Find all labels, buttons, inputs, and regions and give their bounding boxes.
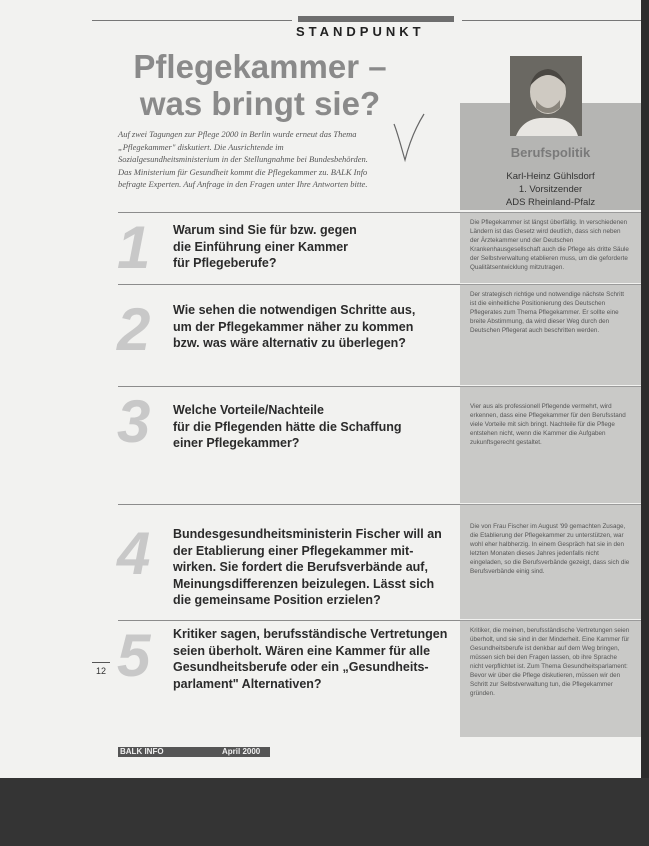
footer-publication: BALK INFO [120, 747, 164, 756]
handwritten-check-mark [392, 112, 426, 164]
header-rule-right [462, 20, 642, 21]
question-row-divider [118, 620, 460, 621]
title-line-2: was bringt sie? [139, 85, 381, 122]
author-role: 1. Vorsitzender [518, 184, 583, 195]
sidebar-author [460, 170, 641, 209]
answer-text: Der strategisch richtige und notwendige nächste Schritt ist die einheitliche Positionierung des Deutschen Pflegerates zum Thema Pflegekammer. Er sollte eine breite Abstimmung, da wird dieser Weg durch den Deutschen Pflegerat auch beschritten werden. [470, 291, 625, 334]
header-rule-left [92, 20, 292, 21]
question-row-divider [118, 504, 460, 505]
question-row-divider [118, 386, 460, 387]
intro-text: Auf zwei Tagungen zur Pflege 2000 in Berlin wurde erneut das Thema „Pflegekammer" diskutiert. Die Ausrichtende im Sozialgesundheitsministerium in der Stellungnahme bei Bundesbehörden. Das Ministerium für Gesundheit kommt die Pflegekammer zu. BALK Info befragte Experten. Auf Anfrage in den Fragen unter Ihre Antworten bitte. [118, 129, 368, 189]
page-title [110, 48, 410, 122]
section-bar [298, 16, 454, 22]
question-text: Kritiker sagen, berufsständische Vertretungen seien überholt. Wären eine Kammer für alle Gesundheitsberufe oder ein „Gesundheits- parlament" Alternativen? [173, 627, 448, 691]
question-row-divider [118, 212, 460, 213]
portrait-photo [510, 56, 582, 136]
answer-text: Kritiker, die meinen, berufsständische Vertretungen seien überholt, und sie sind in der Minderheit. Eine Kammer für Gesundheitsberufe ist denkbar auf dem Weg bringen, müssen sich bei den Fragen lassen, ob ihre Sprache nicht verpflichtet ist. Zum Thema Gesundheitsparlament: Bevor wir über die Pflege diskutieren, müssen wir den Schritt zur Selbstverwaltung tun, die Pflegekammer gründen. [470, 627, 630, 697]
question-number: 1 [117, 214, 151, 281]
question-number: 5 [117, 622, 151, 689]
scan-background [0, 778, 649, 846]
answer-text: Die Pflegekammer ist längst überfällig. In verschiedenen Ländern ist das Gesetz wird deutlich, dass sich neben der Ärztekammer und der Deutschen Krankenhausgesellschaft auch die Pflege als dritte Säule der Selbstverwaltung etablieren muss, um die geforderte Qualitätsentwicklung mitzutragen. [470, 219, 629, 271]
question-text: Welche Vorteile/Nachteile für die Pflegenden hätte die Schaffung einer Pflegekammer? [173, 403, 402, 450]
sidebar-category: Berufspolitik [510, 145, 591, 160]
footer-date: April 2000 [222, 747, 261, 756]
question-number: 2 [117, 296, 151, 363]
author-org: ADS Rheinland-Pfalz [505, 197, 596, 208]
footer-bar [118, 747, 270, 757]
author-name: Karl-Heinz Gühlsdorf [506, 171, 595, 182]
question-number: 4 [117, 520, 151, 587]
section-label: STANDPUNKT [296, 24, 425, 39]
question-number: 3 [117, 388, 151, 455]
title-line-1: Pflegekammer – [133, 48, 387, 85]
page-margin-mark [92, 662, 110, 663]
scan-edge-shadow [641, 0, 649, 778]
answer-text: Die von Frau Fischer im August '99 gemachten Zusage, die Etablierung der Pflegekammer zu unterstützen, war wohl eher halbherzig. In einem Gespräch hat sie in den letzten Monaten dieses Jahres jedenfalls nicht eingeladen, so die Berufsverbände gezeigt, dass sich die Berufsverbände einig sind. [470, 523, 630, 575]
question-text: Bundesgesundheitsministerin Fischer will an der Etablierung einer Pflegekammer mit- wirken. Sie fordert die Berufsverbände auf, Meinungsdifferenzen beizulegen. Lässt sich die gemeinsame Position erzielen? [173, 527, 442, 607]
question-text: Wie sehen die notwendigen Schritte aus, um der Pflegekammer näher zu kommen bzw. was wäre alternativ zu überlegen? [173, 303, 416, 350]
answer-text: Vier aus als professionell Pflegende vermehrt, wird erkennen, dass eine Pflegekammer für den Berufsstand viele Vorteile mit sich bringt. Nachteile für die Pflege entstehen nicht, wenn die Kammer die Aufgaben zukunftsgerecht gestaltet. [470, 403, 626, 446]
question-text: Warum sind Sie für bzw. gegen die Einführung einer Kammer für Pflegeberufe? [173, 223, 357, 270]
page-number: 12 [96, 666, 107, 676]
question-row-divider [118, 284, 460, 285]
